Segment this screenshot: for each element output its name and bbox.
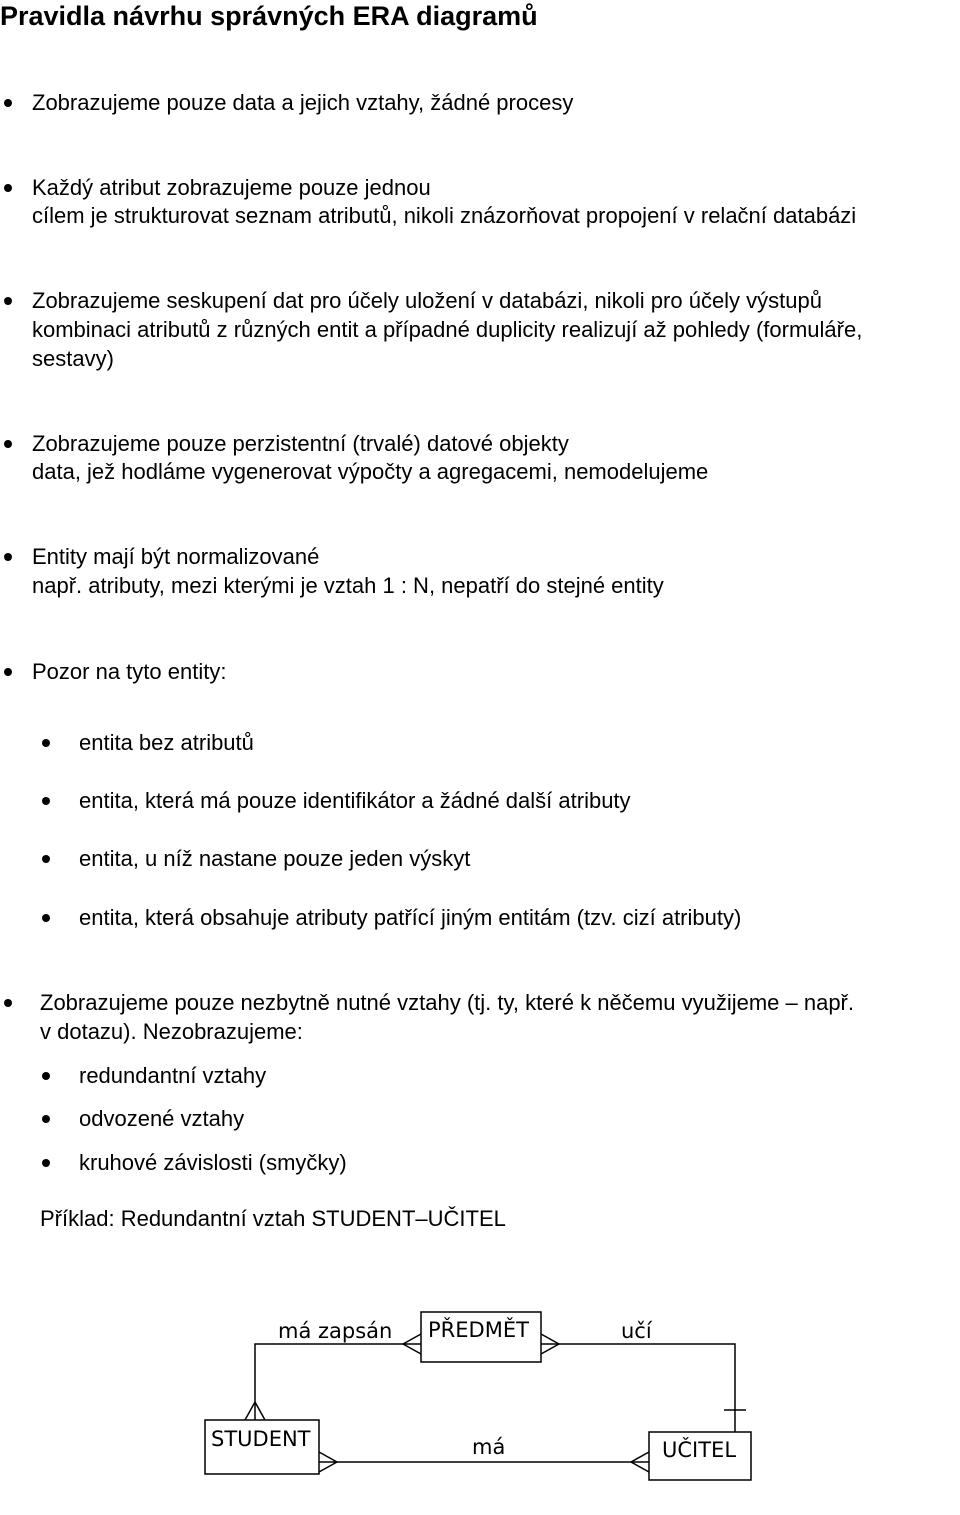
- rule-5-line-2: např. atributy, mezi kterými je vztah 1 : N, nepatří do stejné entity: [32, 573, 664, 598]
- page-title: Pravidla návrhu správných ERA diagramů: [0, 1, 538, 31]
- rule-4-line-1: Zobrazujeme pouze perzistentní (trvalé) datové objekty: [32, 431, 569, 456]
- relation-teaches-label: učí: [621, 1319, 652, 1343]
- example-caption: Příklad: Redundantní vztah STUDENT–UČITEL: [40, 1206, 506, 1231]
- rule-2-line-2: cílem je strukturovat seznam atributů, nikoli znázorňovat propojení v relační databázi: [32, 203, 857, 228]
- relation-line-enrolled: [255, 1344, 421, 1420]
- watch-entity-item: entita, která obsahuje atributy patřící jiným entitám (tzv. cizí atributy): [79, 905, 742, 930]
- not-shown-item: kruhové závislosti (smyčky): [79, 1150, 347, 1175]
- relation-line-teaches: [541, 1344, 735, 1432]
- watch-entity-item: entita, která má pouze identifikátor a žádné další atributy: [79, 788, 631, 813]
- rule-3-line-2: kombinaci atributů z různých entit a případné duplicity realizují až pohledy (formuláře,: [32, 317, 863, 342]
- necessary-rule-line-2: v dotazu). Nezobrazujeme:: [40, 1019, 303, 1044]
- rule-1-line-1: Zobrazujeme pouze data a jejich vztahy, žádné procesy: [32, 90, 574, 115]
- necessary-rule-line-1: Zobrazujeme pouze nezbytně nutné vztahy (tj. ty, které k něčemu využijeme – např.: [40, 990, 854, 1015]
- entity-student-label: STUDENT: [211, 1427, 311, 1451]
- watch-entity-item: entita, u níž nastane pouze jeden výskyt: [79, 846, 471, 871]
- rule-5-line-1: Entity mají být normalizované: [32, 544, 320, 569]
- relation-enrolled-label: má zapsán: [278, 1319, 393, 1343]
- relation-has-label: má: [472, 1435, 506, 1459]
- entity-teacher-label: UČITEL: [662, 1438, 737, 1462]
- watch-entity-item: entita bez atributů: [79, 730, 254, 755]
- rule-4-line-2: data, jež hodláme vygenerovat výpočty a agregacemi, nemodelujeme: [32, 459, 709, 484]
- entity-subject-label: PŘEDMĚT: [428, 1318, 529, 1342]
- rule-2-line-1: Každý atribut zobrazujeme pouze jednou: [32, 175, 431, 200]
- rule-6-line-1: Pozor na tyto entity:: [32, 659, 227, 684]
- not-shown-item: redundantní vztahy: [79, 1063, 267, 1088]
- rule-3-line-3: sestavy): [32, 346, 114, 371]
- not-shown-item: odvozené vztahy: [79, 1106, 245, 1131]
- rule-3-line-1: Zobrazujeme seskupení dat pro účely uložení v databázi, nikoli pro účely výstupů: [32, 288, 822, 313]
